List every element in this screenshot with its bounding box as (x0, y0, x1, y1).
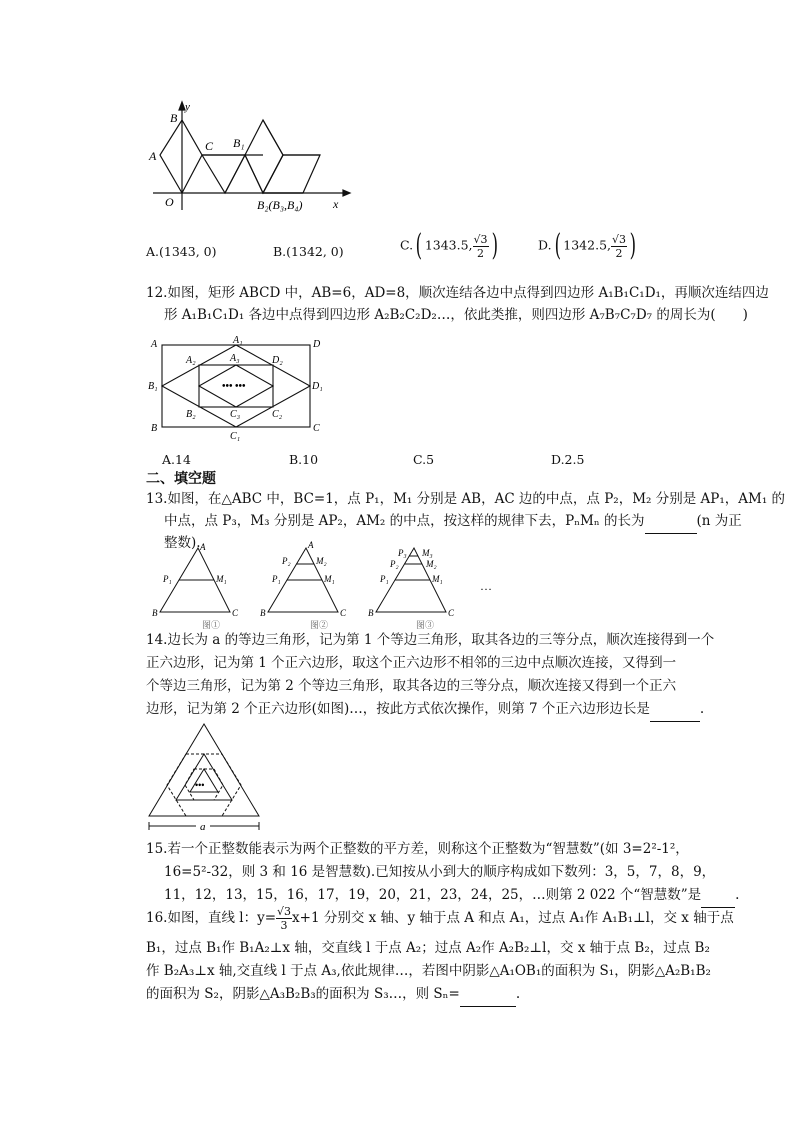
fig12-label: A (151, 339, 158, 350)
q15-line3-tail: . (735, 887, 740, 903)
fig13-label: M₁ (432, 574, 443, 584)
q15-line2: 16=5²-32，则 3 和 16 是智慧数).已知按从小到大的顺序构成如下数列：3，5，7，8，9， (164, 864, 716, 880)
q13-answer-blank[interactable] (645, 510, 697, 534)
q11-option-d-prefix: D. (538, 237, 552, 253)
fig13-label: M₂ (426, 559, 437, 569)
fig11-label-O: O (165, 195, 174, 209)
fig12-label: B₁ (148, 381, 158, 392)
triangle-outer (149, 724, 259, 816)
frac-den: 2 (615, 246, 623, 260)
fig13-label: C (232, 608, 239, 618)
fig11-label-B: B (170, 111, 178, 125)
q16-line1-tail: x+1 分别交 x 轴、y 轴于点 A 和点 A₁，过点 A₁作 A₁B₁⊥l，交 x 轴于点 (292, 910, 734, 926)
rhombus-2 (245, 120, 283, 193)
q16-line1 (146, 905, 734, 932)
q11-option-c-prefix: C. (400, 237, 414, 253)
q15-line1: 15.若一个正整数能表示为两个正整数的平方差，则称这个正整数为“智慧数”(如 3=2²-1²， (146, 841, 689, 857)
fig13-ellipsis: … (480, 579, 492, 593)
fig13-caption-3: 图③ (416, 620, 435, 630)
fig13-label: P₁ (272, 574, 281, 584)
q16-line4 (146, 983, 520, 1007)
q12-option-c[interactable]: C.5 (413, 452, 435, 467)
fig13-label: M₃ (422, 548, 433, 558)
q14-line4-tail: . (699, 701, 705, 717)
fig13-label: C (340, 608, 347, 618)
q16-line3: 作 B₂A₃⊥x 轴,交直线 l 于点 A₃,依此规律…，若图中阴影△A₁OB₁的面积为 S₁，阴影△A₂B₁B₂ (146, 963, 711, 979)
fig13-label: P₃ (398, 548, 407, 558)
q13-line3: 整数). (164, 535, 201, 551)
q11-option-d[interactable]: D.( 1342.5, $\frac{√3}{2}$ ) (538, 228, 637, 263)
fig13-label: A (308, 540, 314, 550)
q12-line2: 形 A₁B₁C₁D₁ 各边中点得到四边形 A₂B₂C₂D₂…，依此类推，则四边形 A₇B₇C₇D₇ 的周长为( ) (164, 307, 748, 323)
q14-answer-blank[interactable] (650, 698, 700, 722)
q14-line4 (146, 698, 704, 722)
triangle-2 (176, 754, 232, 800)
fig12-label: B₂ (186, 409, 196, 420)
q11-option-c-frac (473, 233, 489, 260)
fig12-label: D₂ (272, 355, 283, 366)
frac-den: 2 (477, 246, 485, 260)
q11-option-d-x: 1342.5, (563, 237, 611, 253)
q15-line3-text: 11，12，13，15，16，17，19，20，21，23，24，25，…则第 2 022 个“智慧数”是 (164, 887, 702, 903)
q11-option-b[interactable]: B.(1342, 0) (273, 244, 344, 259)
fig13-label: P₁ (380, 574, 389, 584)
x-arrow (343, 190, 350, 196)
fig11-label-A: A (149, 149, 157, 163)
fig14-dots: ••• (195, 780, 205, 790)
q13-line1: 13.如图，在△ABC 中，BC=1，点 P₁，M₁ 分别是 AB，AC 边的中点，点 P₂，M₂ 分别是 AP₁，AM₁ 的 (146, 491, 786, 507)
fig13-label: B (152, 608, 158, 618)
fig13-label: P₂ (390, 559, 399, 569)
fig12-dots: ••• ••• (222, 381, 246, 392)
fig12-label: C₂ (272, 409, 283, 420)
fig11-label-x: x (333, 197, 339, 211)
fig12-label: A₂ (186, 355, 196, 366)
q13-figures (146, 540, 506, 632)
q14-line2: 正六边形，记为第 1 个正六边形，取这个正六边形不相邻的三边中点顺次连接，又得到一 (146, 655, 677, 671)
fig13-label: B (368, 608, 374, 618)
q16-line4-tail: . (515, 986, 521, 1002)
fig12-label: D₁ (312, 381, 323, 392)
q12-line1: 12.如图，矩形 ABCD 中，AB=6，AD=8，顺次连结各边中点得到四边形 A₁B₁C₁D₁，再顺次连结四边 (146, 285, 769, 301)
fig12-label: C₃ (230, 409, 241, 420)
q16-answer-blank[interactable] (460, 983, 516, 1007)
q11-figure (145, 98, 355, 218)
q13-line2 (164, 510, 742, 534)
q16-line4-text: 的面积为 S₂，阴影△A₃B₂B₃的面积为 S₃…，则 Sₙ= (146, 986, 460, 1002)
q12-option-b[interactable]: B.10 (289, 452, 319, 467)
fig13-label: M₁ (216, 574, 227, 584)
fig13-label: M₁ (324, 574, 335, 584)
q11-option-a[interactable]: A.(1343, 0) (146, 244, 217, 259)
fig13-label: P₁ (163, 574, 172, 584)
fig13-label: A (200, 542, 206, 552)
fig13-label: M₂ (316, 556, 327, 566)
q12-option-a[interactable]: A.14 (162, 452, 191, 467)
q14-line1: 14.边长为 a 的等边三角形，记为第 1 个等边三角形，取其各边的三等分点，顺次连接得到一个 (146, 632, 715, 648)
q16-line2: B₁，过点 B₁作 B₁A₂⊥x 轴，交直线 l 于点 A₂；过点 A₂作 A₂B₂⊥l，交 x 轴于点 B₂，过点 B₂ (146, 940, 710, 956)
fig11-label-B1: B₁ (233, 136, 245, 150)
q13-line2-text: 中点，点 P₃，M₃ 分别是 AP₂，AM₂ 的中点，按这样的规律下去，PₙMₙ 的长为 (164, 513, 645, 529)
section-title: 二、填空题 (146, 471, 216, 487)
q14-line3: 个等边三角形，记为第 2 个等边三角形，取其各边的三等分点，顺次连接又得到一个正六 (146, 678, 677, 694)
frac-num: √3 (473, 232, 488, 246)
q11-option-c-x: 1343.5, (424, 237, 473, 253)
q11-option-d-frac (611, 233, 627, 260)
frac-num: √3 (612, 232, 627, 246)
q14-figure (146, 722, 266, 834)
fig13-caption-2: 图② (310, 620, 329, 630)
fig11-label-B2: B₂(B₃,B₄) (257, 198, 303, 212)
fig11-label-C: C (205, 139, 214, 153)
q11-option-c[interactable]: C.( 1343.5, $\frac{√3}{2}$ ) (400, 228, 498, 263)
fig13-label: C (448, 608, 455, 618)
fig12-label: D (313, 339, 321, 350)
fig12-label: C₁ (230, 431, 241, 442)
q12-option-d[interactable]: D.2.5 (551, 452, 585, 467)
q13-line2-tail: (n 为正 (696, 513, 742, 529)
fig12-label: C (313, 423, 320, 434)
fig11-label-y: y (185, 101, 190, 113)
q12-figure (146, 333, 331, 443)
frac-den: 3 (280, 919, 288, 932)
fig12-label: A₃ (230, 353, 240, 364)
q16-frac (276, 905, 292, 932)
fig13-label: P₂ (282, 556, 291, 566)
fig12-label: B (151, 423, 158, 434)
fig13-caption-1: 图① (202, 620, 221, 630)
fig14-label-a: a (200, 821, 206, 833)
q14-line4-text: 边形，记为第 2 个正六边形(如图)…，按此方式依次操作，则第 7 个正六边形边长是 (146, 701, 650, 717)
rhombus-1 (160, 120, 202, 193)
fig13-label: B (260, 608, 266, 618)
frac-num: √3 (277, 905, 292, 918)
q16-line1-text: 16.如图，直线 l：y= (146, 910, 277, 926)
fig12-label: A₁ (233, 335, 243, 346)
